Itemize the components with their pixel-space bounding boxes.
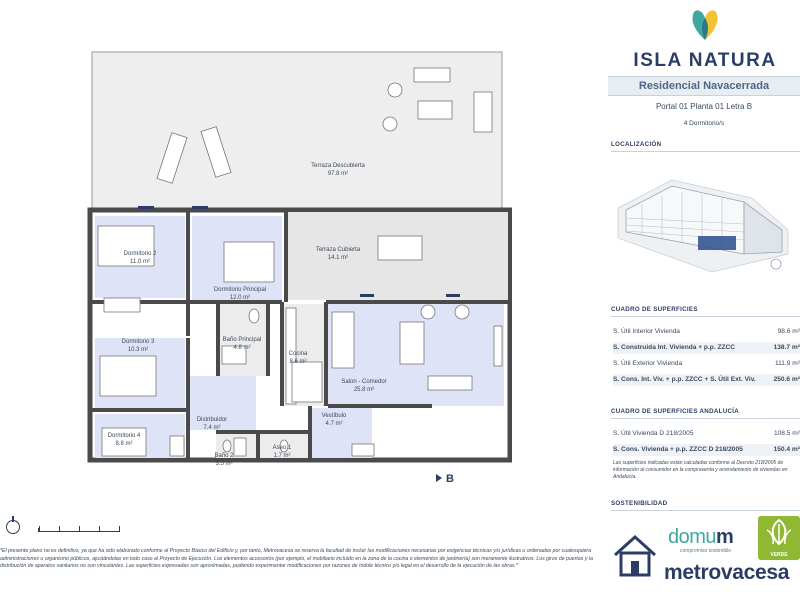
entry-letter: B: [446, 473, 454, 485]
disclaimer-text: *El presente plano no es definitivo, ya que ha sido elaborado conforme al Proyecto Básico del Edificio y, por tanto, Metrovacesa se reserva la facultad de incluir las modificaciones necesarias por exigencias técnicas y/o jurídicas u ordenadas por cualesquiera administraciones u organismo públicos, ajustándolas en todo caso al Proyecto de Ejecución. Los elementos accesorios (por ejemplo, el mobiliario incluido en la zona de la cocina o elementos de jardinería) son meramente ilustrativos. Los giros de puertas y la distribución de aparatos sanitarios no son vinculantes. Las superficies expresadas son aproximadas, pudiendo experimentar modificaciones por razones de índole técnico y/o legal en el desarrollo de la ejecución de las obras.*: [0, 548, 593, 570]
room-terraza-descubierta: Terraza Descubierta 97.8 m²: [311, 163, 365, 177]
surface-row: S. Construida Int. Vivienda + p.p. ZZCC 138.7 m²: [613, 342, 800, 354]
room-dormitorio-principal: Dormitorio Principal 12.0 m²: [213, 287, 267, 301]
compass-icon: [6, 520, 20, 534]
surface-row: S. Útil Vivienda D 218/2005 108.5 m²: [613, 430, 800, 437]
room-aseo-1: Aseo 1 1.7 m²: [272, 445, 292, 459]
surface-row: S. Útil Exterior Vivienda 111.9 m²: [613, 360, 800, 367]
scale-bar: [38, 528, 120, 532]
development-name: Residencial Navacerrada: [608, 76, 800, 96]
entry-arrow-icon: [436, 474, 442, 482]
floor-plan: [82, 46, 512, 485]
room-vestibulo: Vestíbulo 4.7 m²: [321, 413, 347, 427]
domum-tagline: compromiso sostenible: [680, 548, 732, 554]
building-location-illustration: [612, 168, 800, 276]
sustainable-house-logo-icon: [612, 533, 658, 577]
domum-logo: domum: [668, 526, 734, 548]
bedroom-count: 4 Dormitorio/s: [683, 120, 725, 127]
room-dormitorio-3: Dormitorio 3 10.3 m²: [121, 339, 155, 353]
room-salon-comedor: Salon - Comedor 25.8 m²: [341, 379, 387, 393]
surface-row: S. Útil Interior Vivienda 98.6 m²: [613, 328, 800, 335]
andalucia-note: Las superficies indicadas están calculadas conforme al Decreto 218/2005 de información al consumidor en la compraventa y arrendamiento de viviendas en Andalucía.: [613, 460, 788, 480]
isla-natura-logo-icon: [688, 8, 722, 42]
room-cocina: Cocina 8.6 m²: [288, 351, 308, 365]
metrovacesa-logo: metrovacesa: [664, 561, 790, 584]
room-terraza-cubierta: Terraza Cubierta 14.1 m²: [315, 247, 361, 261]
room-bano-principal: Baño Principal 4.8 m²: [222, 337, 262, 351]
section-cuadro-andalucia: CUADRO DE SUPERFICIES ANDALUCÍA: [611, 408, 800, 419]
room-dormitorio-4: Dormitorio 4 8.8 m²: [107, 433, 141, 447]
brand-name: ISLA NATURA: [633, 50, 777, 71]
section-sostenibilidad: SOSTENIBILIDAD: [611, 500, 800, 511]
room-bano-2: Baño 2 3.5 m²: [214, 453, 234, 467]
section-cuadro-superficies: CUADRO DE SUPERFICIES: [611, 306, 800, 317]
surface-row: S. Cons. Int. Viv. + p.p. ZZCC + S. Útil Ext. Viv. 250.6 m²: [613, 374, 800, 386]
section-localizacion: LOCALIZACIÓN: [611, 141, 800, 152]
room-distribuidor: Distribuidor 7.4 m²: [196, 417, 228, 431]
unit-reference: Portal 01 Planta 01 Letra B: [655, 102, 753, 111]
surface-row: S. Cons. Vivienda + p.p. ZZCC D 218/2005 150.4 m²: [613, 444, 800, 456]
room-dormitorio-2: Dormitorio 2 11.0 m²: [123, 251, 157, 265]
verde-label: VERDE: [770, 552, 788, 558]
